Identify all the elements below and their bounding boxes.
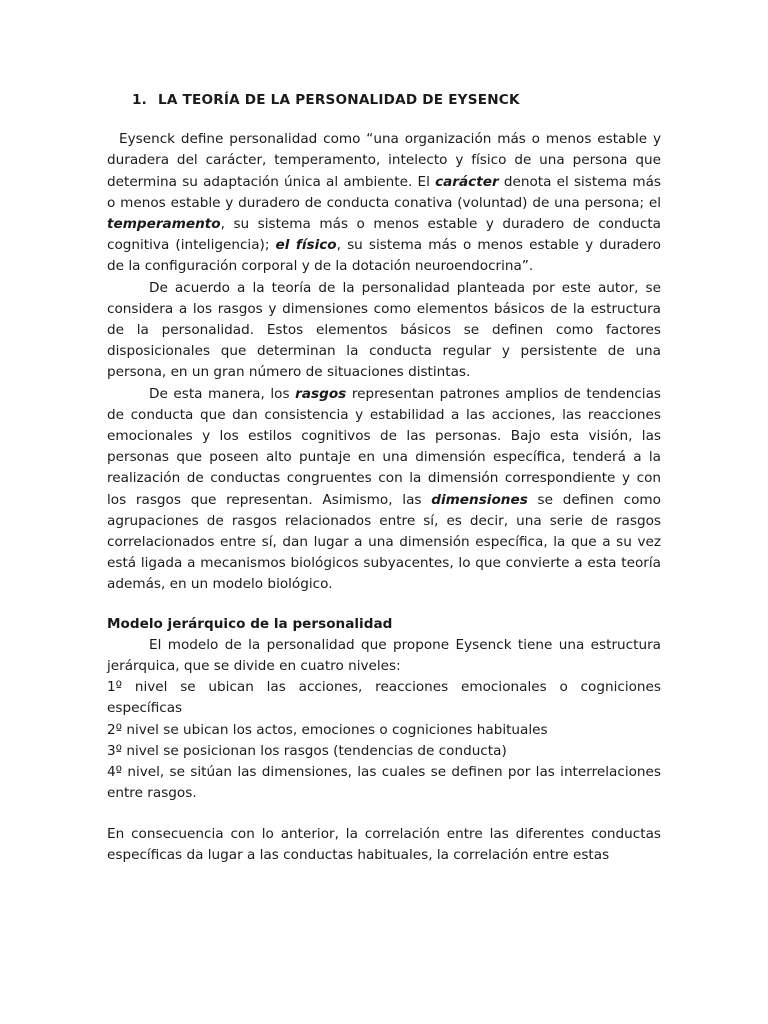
text-run: representan patrones amplios de tendencias de conducta que dan consistencia y estabilidad a las acciones, las reacciones emocionales y los estilos cognitivos de las personas. Bajo esta visión, las personas que poseen alto puntaje en una dimensión específica, tenderá a la realización de conductas congruentes con la dimensión correspondiente y con los rasgos que representan. Asimismo, las xyxy=(107,385,661,508)
text-run: Eysenck define personalidad como “una organización más o menos estable y duradera del carácter, temperamento, intelecto y físico de una persona que determina su adaptación única al ambiente. El xyxy=(107,131,661,190)
text-run: , su sistema más o menos estable y duradero de conducta cognitiva (inteligencia); xyxy=(107,216,661,254)
text-run: denota el sistema más o menos estable y duradero de conducta conativa (voluntad) de una persona; el xyxy=(107,173,662,211)
section-number: 1. xyxy=(132,92,148,108)
text-run: De esta manera, los xyxy=(149,385,296,402)
level-item-2: 2º nivel se ubican los actos, emociones o cogniciones habituales xyxy=(107,721,548,738)
term-caracter: carácter xyxy=(435,173,499,190)
paragraph-definition xyxy=(107,129,661,277)
text-run: , su sistema más o menos estable y duradero de la configuración corporal y de la dotación neuroendocrina”. xyxy=(107,237,661,275)
term-fisico: el físico xyxy=(275,237,337,254)
section-heading xyxy=(132,90,661,111)
term-temperamento: temperamento xyxy=(107,216,221,233)
level-item-1: 1º nivel se ubican las acciones, reacciones emocionales o cogniciones específicas xyxy=(107,679,661,717)
level-item-4: 4º nivel, se sitúan las dimensiones, las cuales se definen por las interrelaciones entre rasgos. xyxy=(107,764,661,802)
paragraph-rasgos-dimensiones: De acuerdo a la teoría de la personalidad planteada por este autor, se considera a los rasgos y dimensiones como elementos básicos de la estructura de la personalidad. Estos elementos básicos se definen como factores disposicionales que determinan la conducta regular y persistente de una persona, en un gran número de situaciones distintas. xyxy=(107,279,661,381)
paragraph-rasgos-detalle xyxy=(107,384,661,596)
model-heading: Modelo jerárquico de la personalidad xyxy=(107,615,393,632)
section-title: LA TEORÍA DE LA PERSONALIDAD DE EYSENCK xyxy=(157,92,520,108)
term-dimensiones: dimensiones xyxy=(431,491,528,508)
level-item-3: 3º nivel se posicionan los rasgos (tendencias de conducta) xyxy=(107,742,507,759)
model-intro: El modelo de la personalidad que propone Eysenck tiene una estructura jerárquica, que se divide en cuatro niveles: xyxy=(107,636,661,675)
text-run: se definen como agrupaciones de rasgos relacionados entre sí, es decir, una serie de rasgos correlacionados entre sí, dan lugar a una dimensión específica, la que a su vez está ligada a mecanismos biológicos subyacentes, lo que convierte a esta teoría además, en un modelo biológico. xyxy=(107,491,661,593)
paragraph-consecuencia: En consecuencia con lo anterior, la correlación entre las diferentes conductas específicas da lugar a las conductas habituales, la correlación entre estas xyxy=(107,825,661,863)
term-rasgos: rasgos xyxy=(295,385,347,402)
